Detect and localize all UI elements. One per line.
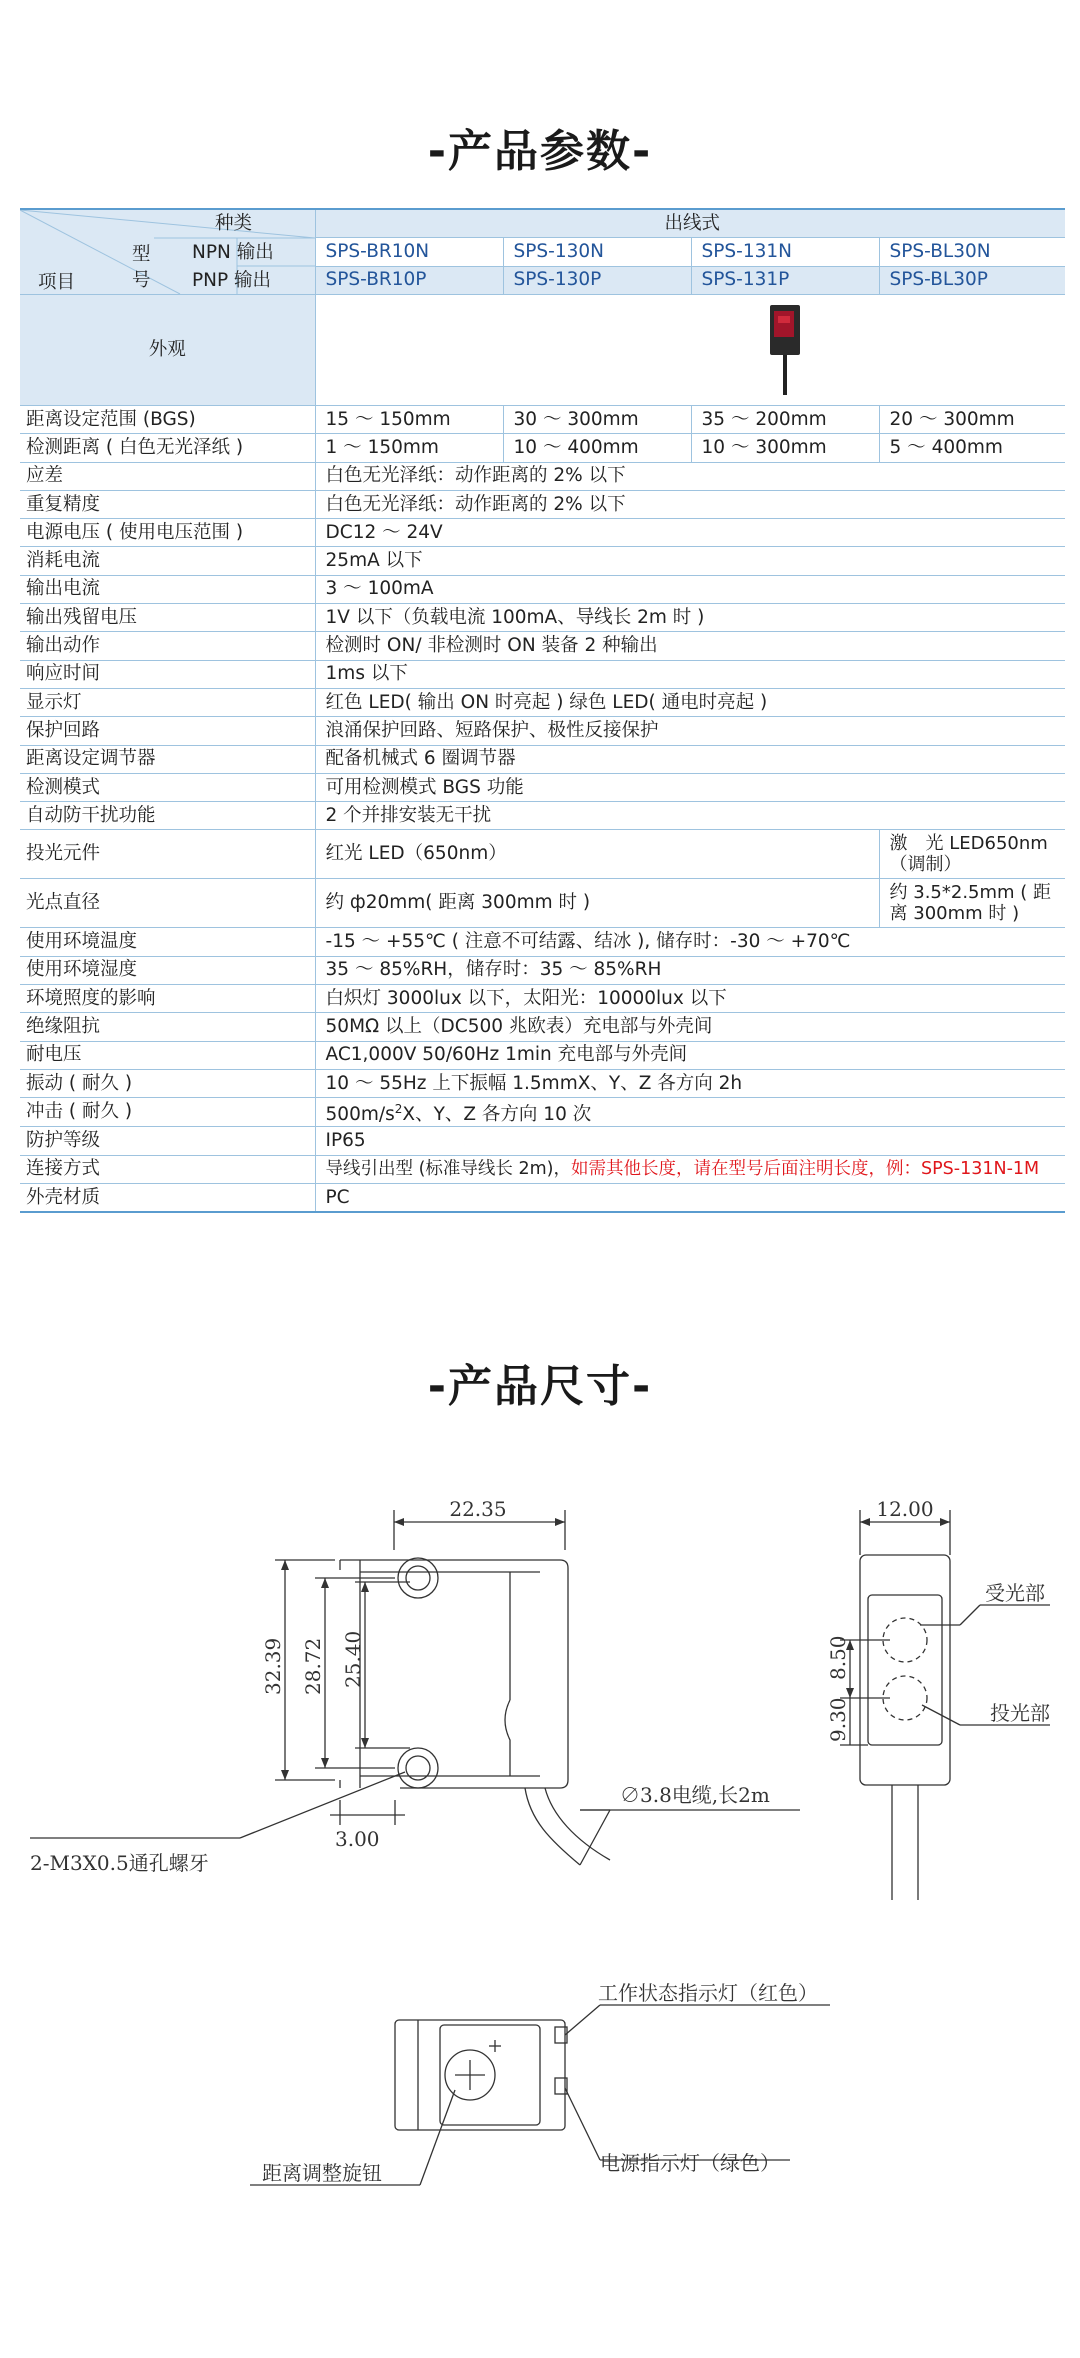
power-led-label: 电源指示灯（绿色） [600,2151,780,2175]
row-label: 自动防干扰功能 [20,802,315,830]
npn-model: SPS-130N [503,238,691,266]
row-label: 投光元件 [20,830,315,879]
row-label: 电源电压 ( 使用电压范围 ) [20,519,315,547]
params-title: -产品参数- [427,126,653,177]
row-label: 检测模式 [20,773,315,801]
row-label: 耐电压 [20,1041,315,1069]
row-value: 3 ～ 100mA [315,575,1065,603]
row-protection [20,717,1065,745]
row-residual [20,604,1065,632]
dim-h3: 25.40 [341,1630,365,1688]
row-consumption [20,547,1065,575]
row-value: 可用检测模式 BGS 功能 [315,773,1065,801]
row-voltage [20,519,1065,547]
header-row-kind [20,209,1065,238]
header-output-type: 出线式 [315,209,1065,238]
row-humidity [20,956,1065,984]
row-value: 红色 LED( 输出 ON 时亮起 ) 绿色 LED( 通电时亮起 ) [315,688,1065,716]
row-value: 白炽灯 3000lux 以下，太阳光：10000lux 以下 [315,985,1065,1013]
side-d1: 8.50 [826,1635,850,1680]
row-value: 白色无光泽纸：动作距离的 2% 以下 [315,462,1065,490]
knob-label: 距离调整旋钮 [262,2161,382,2185]
row-label: 环境照度的影响 [20,985,315,1013]
row-value: 白色无光泽纸：动作距离的 2% 以下 [315,490,1065,518]
row-value [315,1098,1065,1127]
shock-value-sup: 2 [394,1102,403,1117]
row-label: 检测距离 ( 白色无光泽纸 ) [20,434,315,462]
status-led-label: 工作状态指示灯（红色） [598,1981,818,2005]
row-value-laser: 激 光 LED650nm（调制） [879,830,1065,879]
row-value: 15 ～ 150mm [315,406,503,434]
dimensions-title: -产品尺寸- [427,1361,653,1412]
row-value: 35 ～ 200mm [691,406,879,434]
header-item: 项目 [38,272,76,293]
row-value: 浪涌保护回路、短路保护、极性反接保护 [315,717,1065,745]
row-spot [20,879,1065,928]
connection-value: 导线引出型 (标准导线长 2m)， [325,1159,571,1180]
shock-value-post: X、Y、Z 各方向 10 次 [402,1104,592,1126]
spec-table [20,208,1065,1213]
emitter-label: 投光部 [990,1701,1050,1725]
top-view-drawing [0,1960,1080,2220]
row-response [20,660,1065,688]
row-value: 检测时 ON/ 非检测时 ON 装备 2 种输出 [315,632,1065,660]
row-value: IP65 [315,1127,1065,1155]
row-value: PC [315,1183,1065,1212]
row-value: DC12 ～ 24V [315,519,1065,547]
row-value: 50MΩ 以上（DC500 兆欧表）充电部与外壳间 [315,1013,1065,1041]
row-action [20,632,1065,660]
row-label: 距离设定范围 (BGS) [20,406,315,434]
appearance-row [20,295,1065,406]
row-label: 冲击 ( 耐久 ) [20,1098,315,1127]
dim-h2: 28.72 [301,1637,325,1695]
row-hysteresis [20,462,1065,490]
row-value: 配备机械式 6 圈调节器 [315,745,1065,773]
row-connection [20,1155,1065,1183]
row-indicator [20,688,1065,716]
header-diagonal-cell [20,209,315,295]
row-illumination [20,985,1065,1013]
sensor-product-image [756,301,816,401]
row-label: 防护等级 [20,1127,315,1155]
cable-label: ∅3.8电缆,长2m [620,1783,770,1807]
dim-h1: 32.39 [261,1637,285,1695]
row-shock [20,1098,1065,1127]
row-label: 输出电流 [20,575,315,603]
row-label: 重复精度 [20,490,315,518]
side-d2: 9.30 [826,1697,850,1742]
row-value: 5 ～ 400mm [879,434,1065,462]
row-label: 光点直径 [20,879,315,928]
header-pnp: PNP 输出 [192,270,272,291]
row-label: 外壳材质 [20,1183,315,1212]
row-label: 连接方式 [20,1155,315,1183]
row-label: 距离设定调节器 [20,745,315,773]
appearance-label: 外观 [20,295,315,406]
row-value: -15 ～ +55℃ ( 注意不可结露、结冰 ), 储存时：-30 ～ +70℃ [315,928,1065,956]
row-label: 消耗电流 [20,547,315,575]
row-housing [20,1183,1065,1212]
row-mode [20,773,1065,801]
side-width: 12.00 [876,1497,934,1521]
row-interference [20,802,1065,830]
thread-label: 2-M3X0.5通孔螺牙 [30,1851,209,1875]
row-value: 10 ～ 55Hz 上下振幅 1.5mmX、Y、Z 各方向 2h [315,1069,1065,1097]
row-label: 使用环境湿度 [20,956,315,984]
dim-width: 22.35 [449,1497,507,1521]
header-npn: NPN 输出 [192,242,274,263]
header-type-char1: 型 [132,244,151,265]
row-label: 响应时间 [20,660,315,688]
row-label: 振动 ( 耐久 ) [20,1069,315,1097]
row-ip [20,1127,1065,1155]
row-value: 1ms 以下 [315,660,1065,688]
row-label: 使用环境温度 [20,928,315,956]
shock-value-pre: 500m/s [325,1104,395,1126]
row-insulation [20,1013,1065,1041]
pnp-model: SPS-BR10P [315,266,503,294]
row-label: 输出动作 [20,632,315,660]
row-label: 输出残留电压 [20,604,315,632]
row-value [315,1155,1065,1183]
appearance-cell [315,295,1065,406]
row-temp [20,928,1065,956]
npn-model: SPS-BR10N [315,238,503,266]
row-value-laser: 约 3.5*2.5mm ( 距离 300mm 时 ) [879,879,1065,928]
row-label: 应差 [20,462,315,490]
header-type-char2: 号 [132,270,151,291]
row-value: 30 ～ 300mm [503,406,691,434]
row-value: 10 ～ 400mm [503,434,691,462]
row-value: 1V 以下（负载电流 100mA、导线长 2m 时 ) [315,604,1065,632]
side-view-drawing [800,1480,1080,1900]
row-value: 2 个并排安装无干扰 [315,802,1065,830]
row-label: 保护回路 [20,717,315,745]
row-bgs [20,406,1065,434]
row-withstand [20,1041,1065,1069]
pnp-model: SPS-130P [503,266,691,294]
pnp-model: SPS-BL30P [879,266,1065,294]
row-label: 绝缘阻抗 [20,1013,315,1041]
row-value: 20 ～ 300mm [879,406,1065,434]
receiver-label: 受光部 [985,1581,1045,1605]
row-detect [20,434,1065,462]
npn-model: SPS-131N [691,238,879,266]
row-value: 1 ～ 150mm [315,434,503,462]
dim-offset: 3.00 [335,1827,380,1851]
connection-note: 如需其他长度，请在型号后面注明长度，例：SPS-131N-1M [571,1159,1040,1180]
row-value: AC1,000V 50/60Hz 1min 充电部与外壳间 [315,1041,1065,1069]
row-vibration [20,1069,1065,1097]
row-label: 显示灯 [20,688,315,716]
row-value: 10 ～ 300mm [691,434,879,462]
pnp-model: SPS-131P [691,266,879,294]
row-output-current [20,575,1065,603]
row-emitter [20,830,1065,879]
header-kind: 种类 [215,213,253,234]
row-value: 约 ф20mm( 距离 300mm 时 ) [315,879,879,928]
row-value: 35 ～ 85%RH，储存时：35 ～ 85%RH [315,956,1065,984]
row-repeat [20,490,1065,518]
row-value: 25mA 以下 [315,547,1065,575]
row-value: 红光 LED（650nm） [315,830,879,879]
row-adjuster [20,745,1065,773]
npn-model: SPS-BL30N [879,238,1065,266]
